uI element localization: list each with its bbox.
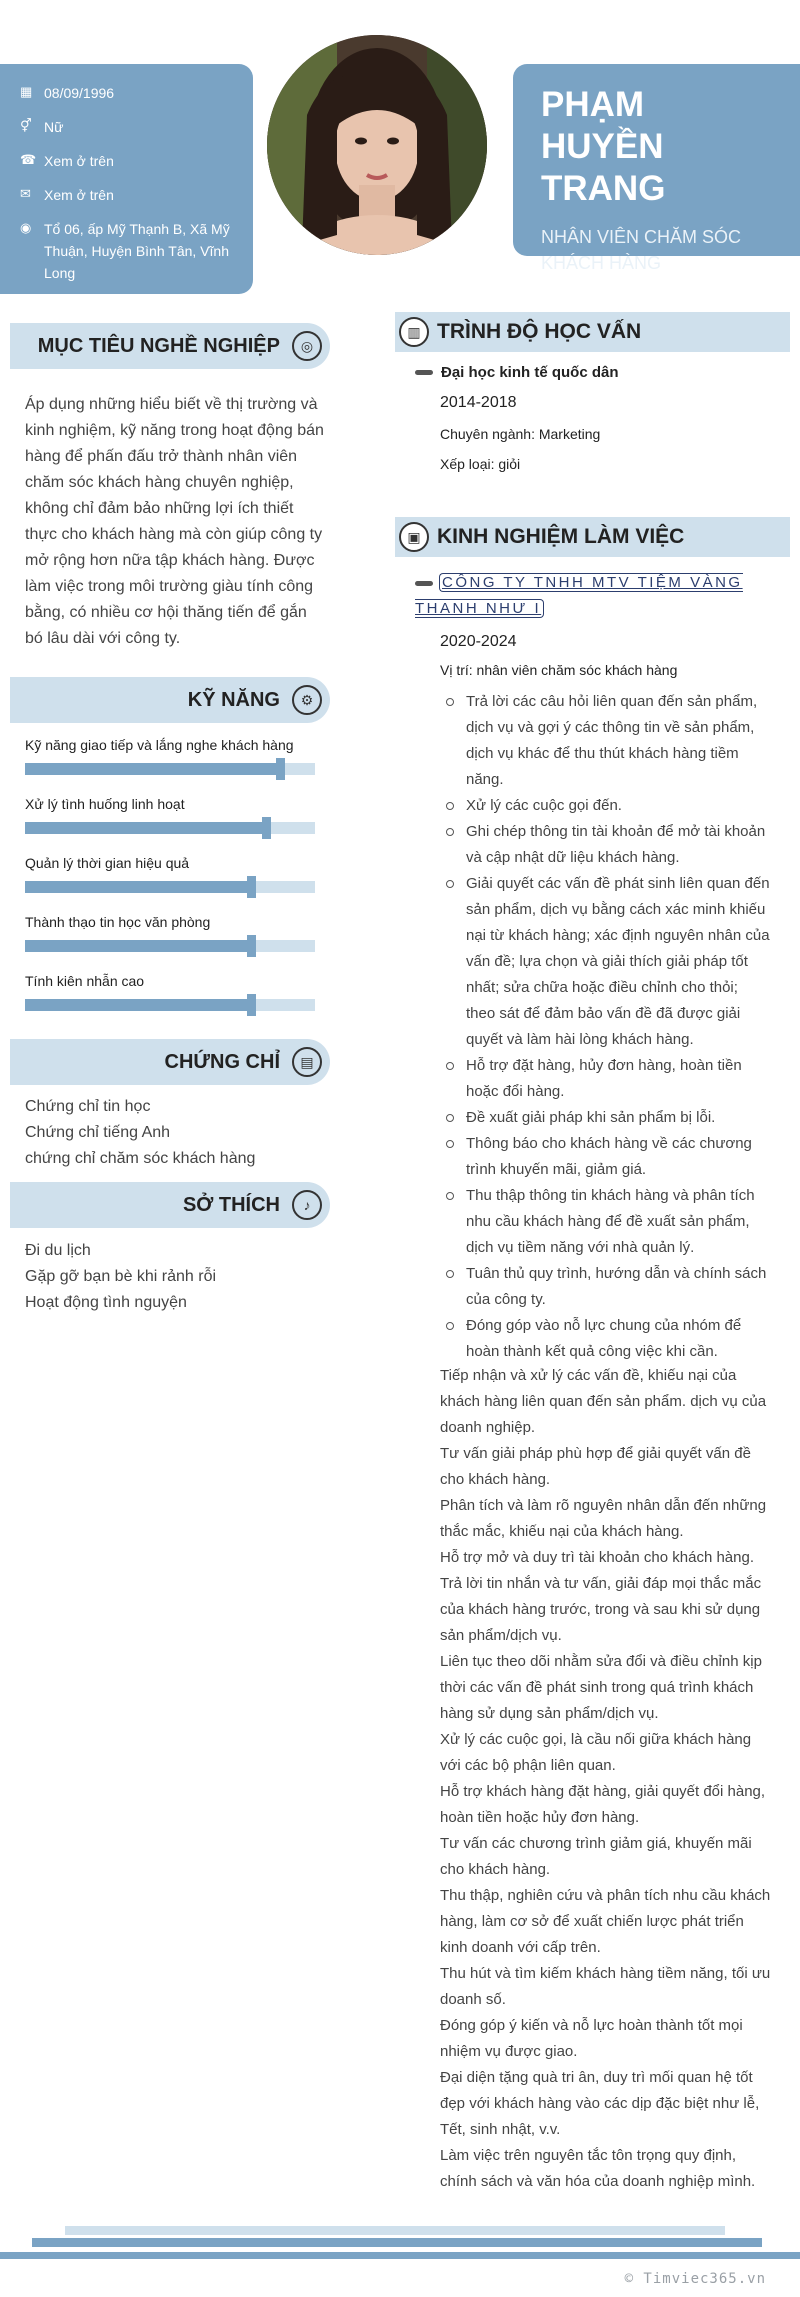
briefcase-icon: ▣	[399, 522, 429, 552]
skill-label: Thành thạo tin học văn phòng	[25, 914, 211, 930]
skill-bar	[25, 881, 315, 893]
skill-bar-knob	[247, 876, 256, 898]
skill-item	[25, 971, 315, 1011]
certificate-icon: ▤	[292, 1047, 322, 1077]
duty-item: Đóng góp vào nỗ lực chung của nhóm để hoàn thành kết quả công việc khi cần.	[440, 1313, 770, 1365]
phone-text: Xem ở trên	[44, 153, 114, 169]
experience-position: Vị trí: nhân viên chăm sóc khách hàng	[440, 662, 678, 678]
contact-address	[20, 218, 233, 284]
certificate-item: chứng chỉ chăm sóc khách hàng	[25, 1150, 256, 1167]
skill-bar-knob	[276, 758, 285, 780]
objective-heading	[10, 323, 330, 369]
experience-period: 2020-2024	[440, 633, 517, 650]
duty-item: Đề xuất giải pháp khi sản phẩm bị lỗi.	[440, 1105, 770, 1131]
objective-title: MỤC TIÊU NGHỀ NGHIỆP	[37, 334, 280, 357]
gender-text: Nữ	[44, 119, 64, 135]
skill-item	[25, 912, 315, 952]
footer-bar-mid	[32, 2238, 762, 2247]
certificates-list	[25, 1094, 255, 1172]
hobby-icon: ♪	[292, 1190, 322, 1220]
certificates-heading	[10, 1039, 330, 1085]
education-grade: Xếp loại: giỏi	[440, 456, 521, 472]
duty-item: Thông báo cho khách hàng về các chương trình khuyến mãi, giảm giá.	[440, 1131, 770, 1183]
skill-bar-fill	[25, 940, 251, 952]
skill-bar-fill	[25, 763, 280, 775]
extra-item: Thu thập, nghiên cứu và phân tích nhu cầu khách hàng, làm cơ sở để xuất chiến lược phát triển kinh doanh với cấp trên.	[440, 1887, 771, 1956]
skill-label: Tính kiên nhẫn cao	[25, 973, 145, 989]
company-name: CÔNG TY TNHH MTV TIỆM VÀNG THANH NHƯ I	[415, 574, 743, 617]
skills-heading	[10, 677, 330, 723]
extra-item: Xử lý các cuộc gọi, là cầu nối giữa khách hàng với các bộ phận liên quan.	[440, 1731, 752, 1774]
duty-item: Ghi chép thông tin tài khoản để mở tài khoản và cập nhật dữ liệu khách hàng.	[440, 819, 770, 871]
contact-panel	[0, 64, 253, 294]
education-title: TRÌNH ĐỘ HỌC VẤN	[437, 320, 642, 343]
skill-bar	[25, 999, 315, 1011]
certificates-title: CHỨNG CHỈ	[164, 1050, 280, 1073]
experience-heading	[395, 517, 790, 557]
skill-bar	[25, 822, 315, 834]
avatar-photo	[267, 35, 487, 255]
skill-bar-fill	[25, 999, 251, 1011]
bullet-dash	[415, 370, 433, 375]
skill-label: Xử lý tình huống linh hoạt	[25, 796, 185, 812]
education-school-row	[415, 364, 619, 381]
extra-item: Liên tục theo dõi nhằm sửa đổi và điều chỉnh kịp thời các vấn đề phát sinh trong quá trình khách hàng sử dụng sản phẩm/dịch vụ.	[440, 1653, 762, 1722]
experience-title: KINH NGHIỆM LÀM VIỆC	[437, 525, 685, 548]
target-icon: ◎	[292, 331, 322, 361]
extra-item: Thu hút và tìm kiếm khách hàng tiềm năng, tối ưu doanh số.	[440, 1965, 771, 2008]
job-title: NHÂN VIÊN CHĂM SÓC KHÁCH HÀNG	[541, 227, 742, 273]
skill-bar-knob	[247, 994, 256, 1016]
location-icon: ◉	[20, 220, 32, 235]
contact-gender	[20, 116, 233, 138]
duty-item: Tuân thủ quy trình, hướng dẫn và chính sách của công ty.	[440, 1261, 770, 1313]
birthday-text: 08/09/1996	[44, 85, 115, 101]
company-row	[415, 570, 760, 622]
skill-label: Quản lý thời gian hiệu quả	[25, 855, 190, 871]
skill-item	[25, 735, 315, 775]
duty-item: Giải quyết các vấn đề phát sinh liên quan đến sản phẩm, dịch vụ bằng cách xác minh khiếu nại từ khách hàng; xác định nguyên nhân của vấn đề; lựa chọn và giải thích giải pháp tốt nhất; sửa chữa hoặc điều chỉnh cho thỏi; theo sát để đảm bảo vấn đề đã được giải quyết và làm hài lòng khách hàng.	[440, 871, 770, 1053]
skills-title: KỸ NĂNG	[187, 688, 280, 711]
phone-icon: ☎	[20, 152, 37, 167]
calendar-icon: ▦	[20, 84, 33, 99]
watermark: © Timviec365.vn	[624, 2271, 766, 2287]
skill-bar-fill	[25, 822, 266, 834]
skill-bar-fill	[25, 881, 251, 893]
hobby-item: Đi du lịch	[25, 1242, 91, 1259]
skills-icon: ⚙	[292, 685, 322, 715]
skill-bar	[25, 763, 315, 775]
avatar	[267, 35, 487, 255]
email-text: Xem ở trên	[44, 187, 114, 203]
bullet-dash	[415, 581, 433, 586]
skill-bar-knob	[247, 935, 256, 957]
skill-item	[25, 853, 315, 893]
contact-email	[20, 184, 233, 206]
education-heading	[395, 312, 790, 352]
extra-item: Trả lời tin nhắn và tư vấn, giải đáp mọi thắc mắc của khách hàng trước, trong và sau khi sử dụng sản phẩm/dịch vụ.	[440, 1575, 762, 1644]
name-panel	[513, 64, 800, 273]
duty-item: Xử lý các cuộc gọi đến.	[440, 793, 770, 819]
contact-birthday	[20, 82, 233, 104]
extra-item: Phân tích và làm rõ nguyên nhân dẫn đến những thắc mắc, khiếu nại của khách hàng.	[440, 1497, 767, 1540]
book-icon: ▥	[399, 317, 429, 347]
certificate-item: Chứng chỉ tiếng Anh	[25, 1124, 171, 1141]
skill-bar-knob	[262, 817, 271, 839]
skill-label: Kỹ năng giao tiếp và lắng nghe khách hàng	[25, 737, 294, 753]
hobby-item: Gặp gỡ bạn bè khi rảnh rỗi	[25, 1268, 217, 1285]
hobby-item: Hoạt động tình nguyện	[25, 1294, 187, 1311]
extra-item: Tư vấn giải pháp phù hợp để giải quyết vấn đề cho khách hàng.	[440, 1445, 751, 1488]
extra-item: Làm việc trên nguyên tắc tôn trọng quy định, chính sách và văn hóa của doanh nghiệp mình.	[440, 2147, 756, 2190]
skill-bar	[25, 940, 315, 952]
hobbies-title: SỞ THÍCH	[182, 1193, 280, 1216]
extra-item: Đại diện tặng quà tri ân, duy trì mối quan hệ tốt đẹp với khách hàng vào các dịp đặc biệt như lễ, Tết, sinh nhật, v.v.	[440, 2069, 760, 2138]
hobbies-heading	[10, 1182, 330, 1228]
duty-item: Thu thập thông tin khách hàng và phân tích nhu cầu khách hàng để đề xuất sản phẩm, dịch vụ tiềm năng với nhà quản lý.	[440, 1183, 770, 1261]
full-name: PHẠM HUYỀN TRANG	[541, 85, 666, 208]
objective-text: Áp dụng những hiểu biết về thị trường và kinh nghiệm, kỹ năng trong hoạt động bán hàng để phấn đấu trở thành nhân viên chăm sóc khách hàng chuyên nghiệp, không chỉ đảm bảo những lợi ích thiết thực cho khách hàng mà còn giúp công ty mở rộng hơn nữa tập khách hàng. Được làm việc trong môi trường giàu tính công bằng, có nhiều cơ hội thăng tiến để gắn bó lâu dài với công ty.	[25, 396, 324, 647]
address-text: Tổ 06, ấp Mỹ Thạnh B, Xã Mỹ Thuận, Huyện Bình Tân, Vĩnh Long	[44, 221, 230, 281]
contact-phone	[20, 150, 233, 172]
footer-bar-light	[65, 2226, 725, 2235]
footer-bar-dark	[0, 2252, 800, 2259]
hobbies-list	[25, 1238, 216, 1316]
education-major: Chuyên ngành: Marketing	[440, 426, 601, 442]
education-period: 2014-2018	[440, 394, 517, 411]
skill-item	[25, 794, 315, 834]
envelope-icon: ✉	[20, 186, 31, 201]
extra-item: Hỗ trợ mở và duy trì tài khoản cho khách hàng.	[440, 1549, 754, 1566]
extra-item: Hỗ trợ khách hàng đặt hàng, giải quyết đổi hàng, hoàn tiền hoặc hủy đơn hàng.	[440, 1783, 766, 1826]
extra-item: Đóng góp ý kiến và nỗ lực hoàn thành tốt mọi nhiệm vụ được giao.	[440, 2017, 743, 2060]
experience-extra	[440, 1363, 775, 2195]
extra-item: Tư vấn các chương trình giảm giá, khuyến mãi cho khách hàng.	[440, 1835, 752, 1878]
school-name: Đại học kinh tế quốc dân	[441, 364, 619, 381]
gender-icon: ⚥	[20, 118, 32, 133]
certificate-item: Chứng chỉ tin học	[25, 1098, 151, 1115]
duty-item: Trả lời các câu hỏi liên quan đến sản phẩm, dịch vụ và gợi ý các thông tin về sản phẩm, dịch vụ khác để thu thút khách hàng tiềm năng.	[440, 689, 770, 793]
extra-item: Tiếp nhận và xử lý các vấn đề, khiếu nại của khách hàng liên quan đến sản phẩm. dịch vụ của doanh nghiệp.	[440, 1367, 767, 1436]
duties-list	[440, 689, 770, 1365]
duty-item: Hỗ trợ đặt hàng, hủy đơn hàng, hoàn tiền hoặc đổi hàng.	[440, 1053, 770, 1105]
